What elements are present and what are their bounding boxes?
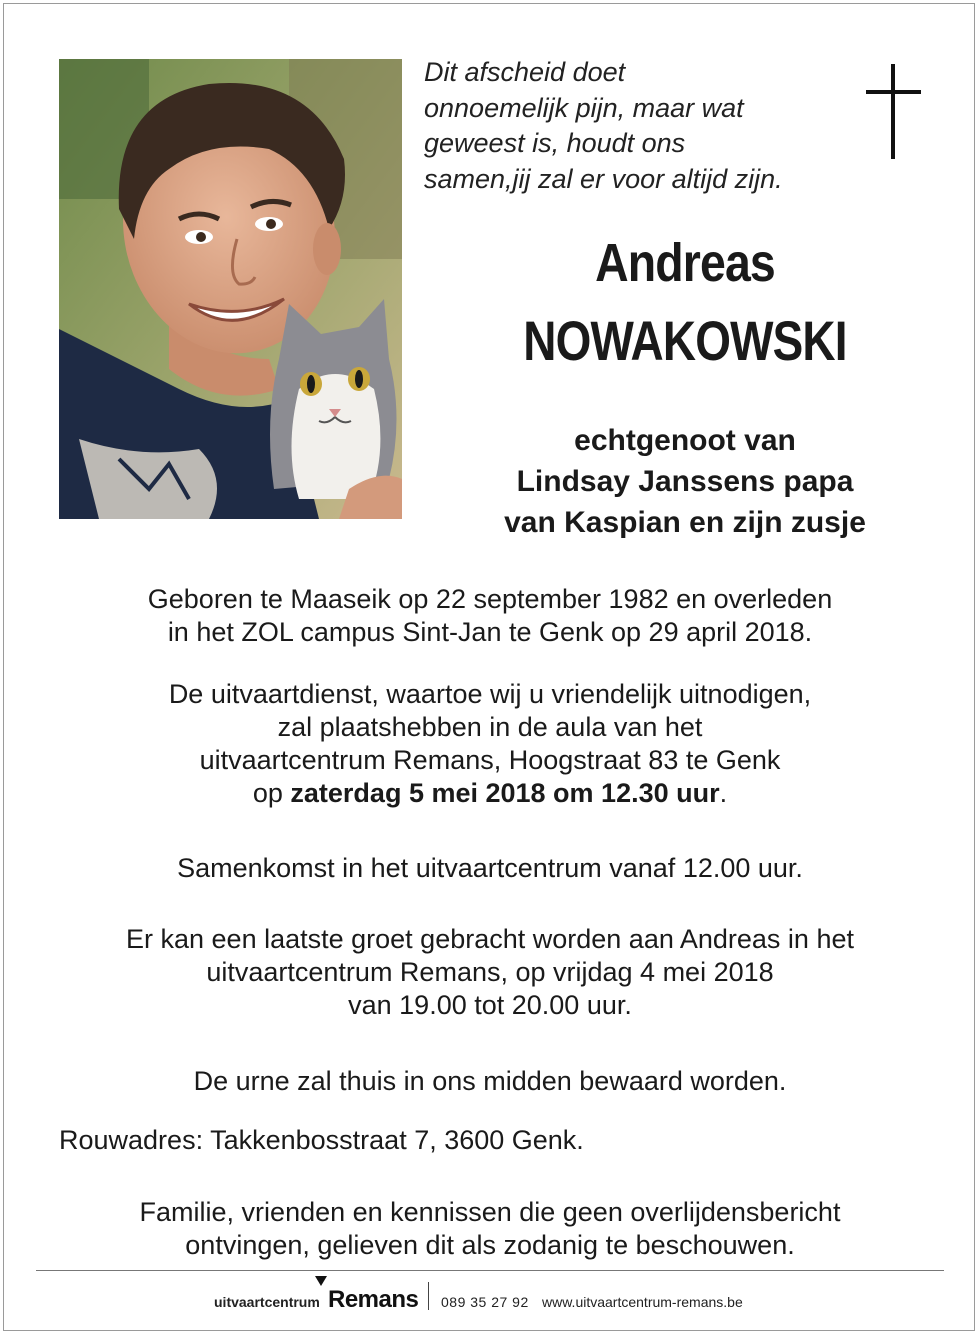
born-line: Geboren te Maaseik op 22 september 1982 en overleden	[147, 584, 833, 614]
service-date-suffix: .	[719, 778, 728, 808]
portrait-photo	[59, 59, 402, 519]
meeting-info	[30, 852, 950, 885]
footer-divider	[36, 1270, 944, 1271]
relation-text	[400, 420, 970, 543]
family-line: Familie, vrienden en kennissen die geen overlijdensbericht	[139, 1197, 841, 1227]
deceased-name	[420, 228, 950, 376]
last-name: NOWAKOWSKI	[523, 309, 847, 372]
mourning-address: Rouwadres: Takkenbosstraat 7, 3600 Genk.	[59, 1125, 584, 1155]
family-notice	[30, 1196, 950, 1262]
service-date-line	[30, 777, 950, 810]
service-date-prefix: op	[252, 778, 291, 808]
last-greeting-info	[30, 923, 950, 1022]
service-date: zaterdag 5 mei 2018 om 12.30 uur	[290, 778, 720, 808]
relation-line: Lindsay Janssens papa	[516, 465, 854, 498]
memorial-quote	[424, 55, 844, 197]
phone-number: 089 35 27 92	[441, 1294, 529, 1310]
quote-line: onnoemelijk pijn, maar wat	[424, 92, 744, 123]
urn-line: De urne zal thuis in ons midden bewaard worden.	[193, 1066, 787, 1096]
brand-small: uitvaartcentrum	[214, 1294, 320, 1310]
service-line: zal plaatshebben in de aula van het	[277, 712, 703, 742]
funeral-service-info	[30, 678, 950, 810]
birth-death-info	[30, 583, 950, 649]
first-name: Andreas	[595, 233, 775, 293]
family-line: ontvingen, gelieven dit als zodanig te beschouwen.	[185, 1230, 795, 1260]
greet-line: van 19.00 tot 20.00 uur.	[348, 990, 632, 1020]
footer-separator	[428, 1282, 429, 1310]
urn-info	[30, 1065, 950, 1098]
quote-line: Dit afscheid doet	[424, 57, 626, 87]
website-link[interactable]: www.uitvaartcentrum-remans.be	[542, 1294, 743, 1310]
service-line: De uitvaartdienst, waartoe wij u vriendelijk uitnodigen,	[168, 679, 812, 709]
cross-icon	[866, 64, 921, 159]
quote-line: geweest is, houdt ons	[424, 128, 686, 158]
brand-name: Remans	[328, 1286, 419, 1313]
born-line: in het ZOL campus Sint-Jan te Genk op 29 april 2018.	[167, 617, 813, 647]
service-line: uitvaartcentrum Remans, Hoogstraat 83 te Genk	[199, 745, 781, 775]
quote-line: samen,jij zal er voor altijd zijn.	[424, 163, 783, 194]
relation-line: echtgenoot van	[574, 424, 796, 457]
triangle-marker-icon	[315, 1276, 327, 1286]
meeting-line: Samenkomst in het uitvaartcentrum vanaf 12.00 uur.	[177, 853, 803, 883]
greet-line: Er kan een laatste groet gebracht worden aan Andreas in het	[126, 924, 854, 954]
greet-line: uitvaartcentrum Remans, op vrijdag 4 mei 2018	[206, 957, 774, 987]
relation-line: van Kaspian en zijn zusje	[504, 506, 866, 539]
footer	[36, 1276, 944, 1316]
